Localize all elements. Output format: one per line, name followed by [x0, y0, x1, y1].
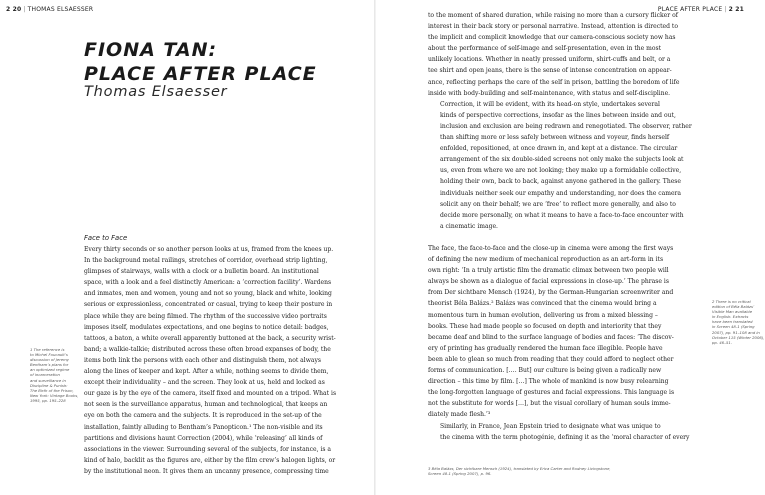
text-line: decide more personally, on what it means to have a face-to-face encounter with	[440, 211, 684, 219]
text-line: tee shirt and open jeans, there is the sense of intense concentration on appear-	[428, 67, 672, 75]
text-line: Correction, it will be evident, with its head-on style, undertakes several	[440, 100, 660, 108]
text-line: kinds of perspective corrections, insofar as the lines between inside and out,	[440, 111, 676, 119]
text-line: space, with a look and a feel distinctly American: a ‘correction facility’. Wardens	[84, 279, 332, 287]
divider-bar: |	[724, 6, 727, 13]
text-line: 2007), pp. 91–108 and in	[712, 329, 760, 335]
text-line: the cinema with the term photogénie, defining it as the ‘moral character of every	[440, 433, 690, 441]
text-line: installation, faintly alluding to Bentham’s Panopticon.¹ The non-visible and its	[84, 423, 323, 431]
body-paragraph	[428, 243, 710, 421]
text-line: imposes itself, modulates expectations, and one begins to notice detail: badges,	[84, 323, 329, 331]
footnote-2	[712, 299, 765, 345]
text-line: in English. Extracts	[712, 314, 749, 320]
text-line: always be shown as a dialogue of facial expressions in close-up.’ The phrase is	[428, 278, 669, 286]
text-line: inside with body-building and self-maintenance, with status and self-discipline.	[428, 89, 671, 97]
right-folio: 2 21	[728, 6, 744, 13]
divider-bar: |	[23, 6, 26, 13]
text-line: inclusion and exclusion are being redrawn and renegotiated. The observer, rather	[440, 122, 692, 130]
text-line: discussion of Jeremy	[30, 357, 70, 363]
article-title	[84, 38, 364, 86]
right-running-title: PLACE AFTER PLACE	[657, 6, 723, 13]
text-line: New York: Vintage Books,	[30, 392, 79, 398]
text-line: The Birth of the Prison,	[30, 387, 74, 393]
text-line: unlikely locations. Whether in neatly pressed uniform, shirt-cuffs and belt, or a	[428, 56, 671, 64]
text-line: 2 There is no critical	[712, 299, 751, 304]
text-line: not the substitute for words […], but the visual corollary of human souls imme-	[428, 400, 671, 408]
article-author: Thomas Elsaesser	[84, 84, 228, 100]
text-line: holding their own, back to back, against anyone gathered in the gallery. These	[440, 178, 681, 186]
text-line: and surveillance in	[30, 377, 66, 383]
text-line: partitions and divisions haunt Correction (2004), while ‘releasing’ all kinds of	[84, 434, 323, 442]
text-line: solicit any on their behalf; we are ‘free’ to reflect more generally, and also to	[440, 200, 676, 208]
right-lower-column	[428, 243, 710, 443]
text-line: to the moment of shared duration, while raising no more than a cursory flicker of	[428, 12, 678, 19]
text-line: glimpses of stairways, walls with a clock or a bulletin board. An institutional	[84, 268, 319, 276]
text-line: individuals neither seek our empathy and understanding, nor does the camera	[440, 189, 682, 197]
text-line: Visible Man available	[712, 309, 753, 315]
text-line: interest in their back story or personal narrative. Instead, attention is directed to	[428, 23, 678, 31]
text-line: us, even from where we are not looking; they make up a formidable collective,	[440, 167, 682, 175]
text-line: from Der sichtbare Mensch (1924), by the German-Hungarian screenwriter and	[428, 289, 674, 297]
text-line: the long-forgotten language of gestures and facial expressions. This language is	[428, 389, 675, 397]
text-line: along the lines of keeper and kept. After a while, nothing seems to divide them,	[84, 368, 329, 376]
text-line: of incarceration	[30, 372, 60, 378]
text-line: than shifting more or less safely between witness and voyeur, finds herself	[440, 134, 670, 142]
text-line: Discipline & Punish:	[30, 382, 68, 388]
body-paragraph	[428, 421, 710, 443]
body-paragraph	[84, 244, 366, 477]
title-line: FIONA TAN:	[84, 39, 218, 61]
text-line: our gaze is by the eye of the camera, itself fixed and mounted on a tripod. What is	[84, 390, 337, 398]
text-line: been able to glean so much from reading that they could afford to neglect other	[428, 355, 674, 363]
text-line: an optimized regime	[30, 367, 70, 373]
page-gutter	[374, 0, 376, 495]
text-line: 3 Béla Balázs, Der sichtbare Mensch (1924), translated by Erica Carter and Rodney Livingstone,	[428, 466, 611, 471]
text-line: 1 The reference is	[30, 347, 65, 352]
text-line: and inmates, men and women, young and not so young, black and white, looking	[84, 290, 332, 298]
text-line: Screen 48-1 (Spring 2007), p. 96.	[428, 471, 492, 477]
text-line: books. These had made people so focused on depth and interiority that they	[428, 322, 662, 330]
text-line: enfolded, repositioned, at once drawn in, and kept at a distance. The circular	[440, 145, 678, 153]
text-line: a cinematic image.	[440, 222, 498, 230]
body-paragraph	[428, 10, 710, 99]
text-line: kind of halo, backlit as the figures are, either by the film crew’s halogen lights, or	[84, 456, 336, 464]
body-paragraph	[428, 99, 710, 232]
left-running-title: THOMAS ELSAESSER	[27, 6, 94, 13]
text-line: theorist Béla Balázs.² Balázs was convinced that the cinema would bring a	[428, 300, 657, 308]
right-upper-column	[428, 10, 710, 232]
text-line: diately made flesh.’³	[428, 411, 491, 419]
text-line: Similarly, in France, Jean Epstein tried to designate what was unique to	[440, 422, 661, 430]
text-line: about the performance of self-image and self-presentation, even in the most	[428, 45, 662, 53]
left-folio: 2 20	[6, 6, 22, 13]
text-line: in Screen 48-1 (Spring	[712, 324, 755, 330]
text-line: ery of printing has gradually rendered the human face illegible. People have	[428, 344, 663, 352]
text-line: Bentham’s plans for	[30, 362, 69, 368]
text-line: In the background metal railings, stretches of corridor, overhead strip lighting,	[84, 257, 328, 265]
text-line: arrangement of the six double-sided screens not only make the subjects look at	[440, 156, 684, 164]
text-line: 1995, pp. 195–228	[30, 397, 66, 403]
text-line: have been translated	[712, 319, 753, 325]
text-line: October 115 (Winter 2006),	[712, 334, 765, 340]
text-line: place while they are being filmed. The rhythm of the successive video portraits	[84, 312, 327, 320]
text-line: the implicit and complicit knowledge that our camera-conscious society now has	[428, 34, 676, 42]
text-line: except their individuality – and the screen. They look at us, held and locked as	[84, 379, 325, 387]
text-line: items both link the persons with each other and distinguish them, not always	[84, 356, 322, 364]
text-line: not seen is the surveillance apparatus, human and technological, that keeps an	[84, 401, 328, 409]
text-line: became deaf and blind to the surface language of bodies and faces: ‘The discov-	[428, 333, 674, 341]
text-line: The face, the face-to-face and the close-up in cinema were among the first ways	[428, 245, 674, 252]
text-line: Every thirty seconds or so another person looks at us, framed from the knees up.	[84, 246, 334, 253]
text-line: serious or expressionless, concentrated or casual, trying to keep their posture in	[84, 301, 333, 309]
text-line: eye on both the camera and the subjects. It is reproduced in the set-up of the	[84, 412, 322, 420]
text-line: by the institutional neon. It gives them an uncanny presence, compressing time	[84, 467, 329, 475]
footnote-1	[30, 347, 80, 403]
text-line: edition of Béla Balázs’	[712, 304, 755, 310]
text-line: pp. 46–51.	[712, 339, 733, 345]
text-line: forms of communication. […. But] our culture is being given a radically new	[428, 367, 662, 375]
title-line: PLACE AFTER PLACE	[84, 63, 317, 85]
left-body-column	[84, 244, 366, 477]
text-line: band; a walkie-talkie; distributed across these often broad expanses of body, the	[84, 345, 331, 353]
text-line: own right: ‘In a truly artistic film the dramatic climax between two people will	[428, 267, 669, 275]
section-heading: Face to Face	[84, 234, 128, 242]
text-line: to Michel Foucault’s	[30, 352, 68, 358]
footnote-3	[428, 466, 710, 476]
text-line: ance, reflecting perhaps the care of the self in prison, battling the boredom of life	[428, 78, 680, 86]
running-head-left	[6, 6, 93, 13]
text-line: tattoos, a baton, a white overall apparently buttoned at the back, a security wrist-	[84, 334, 336, 342]
text-line: direction – this time by film. […] The whole of mankind is now busy relearning	[428, 378, 669, 386]
text-line: momentous turn in human evolution, delivering us from a mixed blessing –	[428, 311, 658, 319]
text-line: of defining the new medium of mechanical reproduction as an art-form in its	[428, 256, 664, 264]
text-line: associations in the viewer. Surrounding several of the subjects, for instance, is a	[84, 445, 332, 453]
